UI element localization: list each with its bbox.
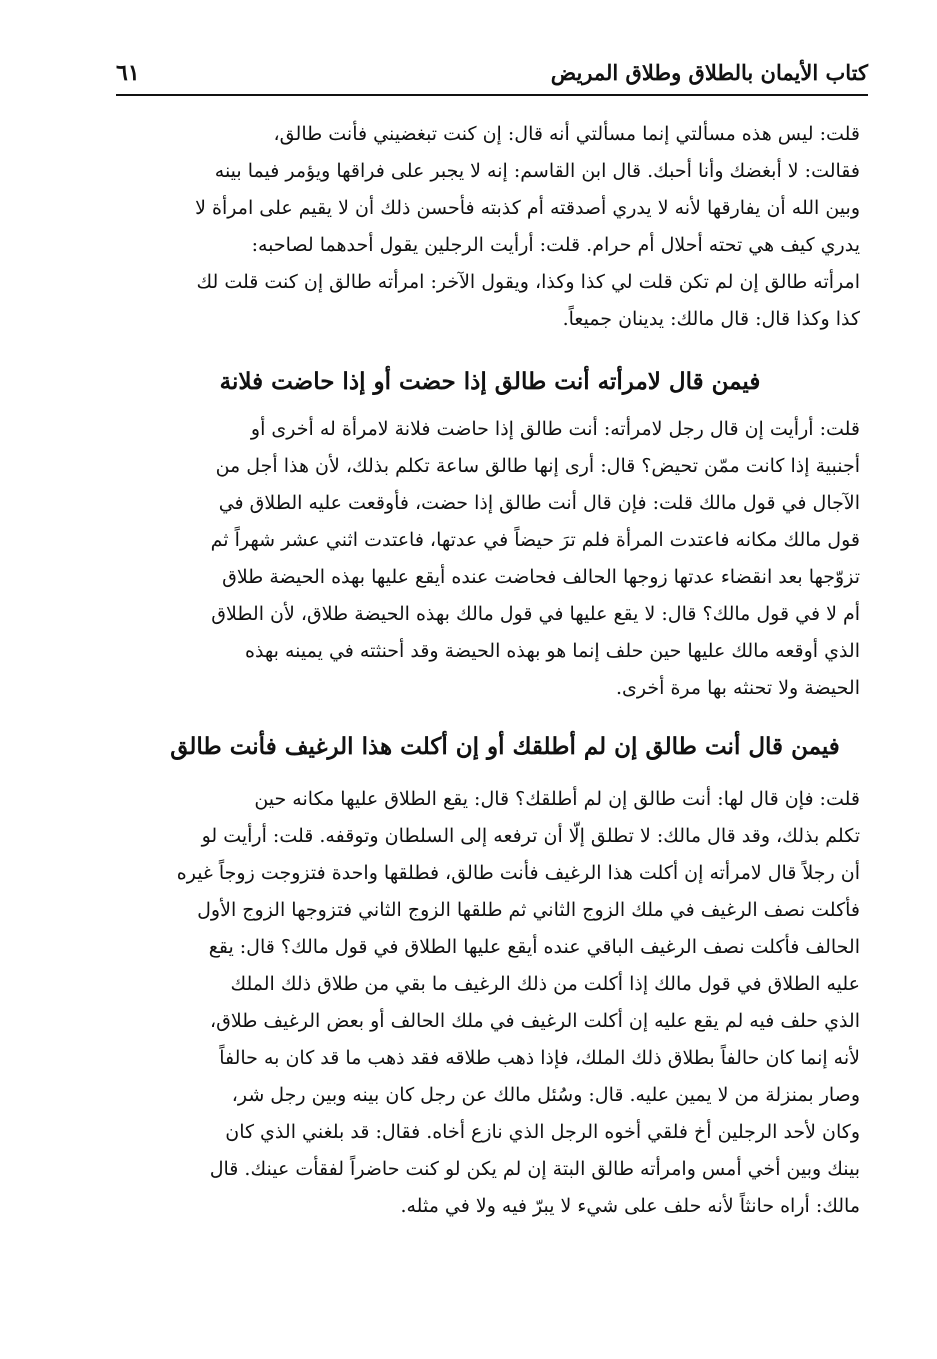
text-line: وصار بمنزلة من لا يمين عليه. قال: وسُئل مالك عن رجل كان بينه وبين رجل شر، bbox=[231, 1084, 860, 1106]
text-line: لأنه إنما كان حالفاً بطلاق ذلك الملك، فإذا ذهب طلاقه فقد ذهب ما قد كان به حالفاً bbox=[219, 1047, 860, 1069]
text-line: قلت: ليس هذه مسألتي إنما مسألتي أنه قال: إن كنت تبغضيني فأنت طالق، bbox=[273, 123, 860, 145]
text-line: امرأته طالق إن لم تكن قلت لي كذا وكذا، ويقول الآخر: امرأته طالق إن كنت قلت لك bbox=[196, 271, 860, 293]
text-line: كذا وكذا قال: قال مالك: يدينان جميعاً. bbox=[562, 308, 860, 330]
section-heading-1: فيمن قال لامرأته أنت طالق إذا حضت أو إذا حاضت فلانة bbox=[219, 368, 761, 395]
paragraph-2 bbox=[112, 411, 860, 707]
text-line: وبين الله أن يفارقها لأنه لا يدري أصدقته أم كذبته فأحسن ذلك أن لا يقيم على امرأة لا bbox=[195, 197, 860, 219]
text-line: مالك: أراه حانثاً لأنه حلف على شيء لا يبرّ فيه ولا في مثله. bbox=[400, 1195, 860, 1217]
text-line: تكلم بذلك، وقد قال مالك: لا تطلق إلّا أن ترفعه إلى السلطان وتوقفه. قلت: أرأيت لو bbox=[201, 825, 860, 847]
text-line: الحالف فأكلت نصف الرغيف الباقي عنده أيقع عليها الطلاق في قول مالك؟ قال: يقع bbox=[208, 936, 860, 958]
book-title: كتاب الأيمان بالطلاق وطلاق المريض bbox=[550, 60, 868, 85]
text-line: الذي أوقعه مالك عليها حين حلف إنما هو بهذه الحيضة وقد أحنثته في يمينه بهذه bbox=[244, 640, 860, 662]
text-line: أم لا في قول مالك؟ قال: لا يقع عليها في قول مالك بهذه الحيضة طلاق، لأن الطلاق bbox=[211, 603, 860, 625]
text-line: تزوّجها بعد انقضاء عدتها زوجها الحالف فحاضت عنده أيقع عليها بهذه الحيضة طلاق bbox=[222, 566, 860, 588]
text-line: قول مالك مكانه فاعتدت المرأة فلم ترَ حيضاً في عدتها، فاعتدت اثني عشر شهراً ثم bbox=[210, 529, 860, 551]
text-line: قلت: أرأيت إن قال رجل لامرأته: أنت طالق إذا حاضت فلانة لامرأة له أخرى أو bbox=[250, 418, 860, 440]
text-line: يدري كيف هي تحته أحلال أم حرام. قلت: أرأيت الرجلين يقول أحدهما لصاحبه: bbox=[251, 234, 860, 256]
section-heading-2: فيمن قال أنت طالق إن لم أطلقك أو إن أكلت هذا الرغيف فأنت طالق bbox=[170, 733, 840, 760]
text-line: بينك وبين أخي أمس وامرأته طالق البتة إن لم يكن لو كنت حاضراً لفقأت عينك. قال bbox=[209, 1158, 860, 1180]
text-line: الذي حلف فيه لم يقع عليه إن أكلت الرغيف في ملك الحالف أو بعض الرغيف طلاق، bbox=[210, 1010, 860, 1032]
text-line: عليه الطلاق في قول مالك إذا أكلت من ذلك الرغيف ما بقي من طلاق ذلك الملك bbox=[230, 973, 860, 995]
paragraph-3 bbox=[112, 781, 860, 1225]
page-number: ٦١ bbox=[116, 60, 140, 86]
text-line: الحيضة ولا تحنثه بها مرة أخرى. bbox=[615, 677, 860, 699]
text-line: فأكلت نصف الرغيف في ملك الزوج الثاني ثم طلقها الزوج الثاني فتزوجها الزوج الأول bbox=[197, 899, 860, 921]
text-line: قلت: فإن قال لها: أنت طالق إن لم أطلقك؟ قال: يقع الطلاق عليها مكانه حين bbox=[254, 788, 860, 810]
page-header bbox=[116, 58, 868, 96]
text-line: وكان لأحد الرجلين أخ فلقي أخوه الرجل الذي نازع أخاه. فقال: قد بلغني الذي كان bbox=[225, 1121, 860, 1143]
text-line: أجنبية إذا كانت ممّن تحيض؟ قال: أرى إنها طالق ساعة تكلم بذلك، لأن هذا أجل من bbox=[215, 455, 860, 477]
text-line: أن رجلاً قال لامرأته إن أكلت هذا الرغيف فأنت طالق، فطلقها واحدة فتزوجت زوجاً غيره bbox=[176, 862, 860, 884]
text-line: الآجال في قول مالك قلت: فإن قال أنت طالق إذا حضت، فأوقعت عليه الطلاق في bbox=[218, 492, 860, 514]
text-line: فقالت: لا أبغضك وأنا أحبك. قال ابن القاسم: إنه لا يجبر على فراقها ويؤمر فيما بينه bbox=[214, 160, 860, 182]
paragraph-1 bbox=[112, 116, 860, 338]
